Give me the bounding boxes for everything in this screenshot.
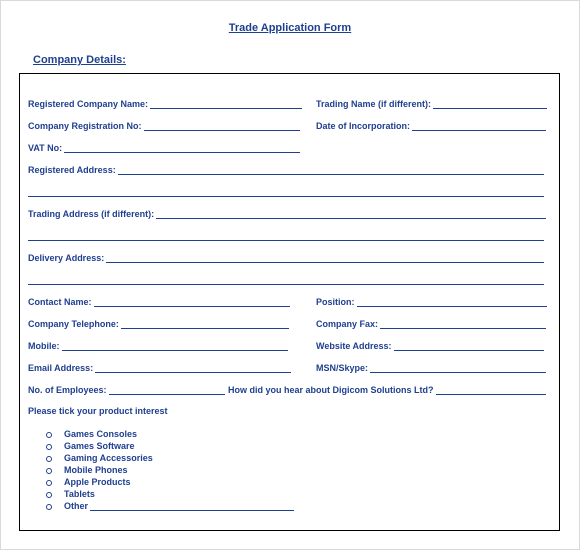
company-telephone-input-line[interactable] bbox=[121, 320, 289, 329]
section-heading-company-details: Company Details: bbox=[33, 54, 126, 66]
field-trading-address bbox=[28, 209, 546, 219]
field-email-address bbox=[28, 363, 291, 373]
product-item[interactable] bbox=[46, 501, 294, 511]
field-company-telephone bbox=[28, 319, 289, 329]
field-label: Date of Incorporation: bbox=[316, 121, 410, 131]
field-contact-name bbox=[28, 297, 290, 307]
field-trading-name bbox=[316, 99, 547, 109]
field-label: No. of Employees: bbox=[28, 385, 107, 395]
field-label: Registered Address: bbox=[28, 165, 116, 175]
date-of-incorporation-input-line[interactable] bbox=[412, 122, 546, 131]
contact-name-input-line[interactable] bbox=[94, 298, 290, 307]
company-registration-no-input-line[interactable] bbox=[144, 122, 300, 131]
field-label: Company Telephone: bbox=[28, 319, 119, 329]
field-label: Trading Name (if different): bbox=[316, 99, 432, 109]
bullet-circle-icon[interactable] bbox=[46, 480, 52, 486]
field-label: Trading Address (if different): bbox=[28, 209, 155, 219]
bullet-circle-icon[interactable] bbox=[46, 432, 52, 438]
product-item[interactable] bbox=[46, 453, 153, 463]
msn-skype-input-line[interactable] bbox=[370, 364, 546, 373]
field-label: Delivery Address: bbox=[28, 253, 105, 263]
product-item[interactable] bbox=[46, 441, 135, 451]
trading-address-line-2[interactable] bbox=[28, 240, 544, 241]
bullet-circle-icon[interactable] bbox=[46, 444, 52, 450]
field-position bbox=[316, 297, 547, 307]
field-how-heard bbox=[228, 385, 546, 395]
field-label: How did you hear about Digicom Solutions Ltd? bbox=[228, 385, 434, 395]
product-label: Mobile Phones bbox=[64, 465, 128, 475]
website-address-input-line[interactable] bbox=[394, 342, 544, 351]
delivery-address-line-2[interactable] bbox=[28, 284, 544, 285]
other-product-input-line[interactable] bbox=[90, 502, 294, 511]
field-label: Mobile: bbox=[28, 341, 60, 351]
field-label: Company Fax: bbox=[316, 319, 379, 329]
registered-address-line-2[interactable] bbox=[28, 196, 544, 197]
product-label: Apple Products bbox=[64, 477, 131, 487]
product-item[interactable] bbox=[46, 465, 128, 475]
field-mobile bbox=[28, 341, 288, 351]
field-label: Company Registration No: bbox=[28, 121, 142, 131]
field-label: MSN/Skype: bbox=[316, 363, 369, 373]
form-title: Trade Application Form bbox=[228, 22, 352, 34]
field-label: Position: bbox=[316, 297, 355, 307]
product-item[interactable] bbox=[46, 489, 95, 499]
product-item[interactable] bbox=[46, 477, 131, 487]
bullet-circle-icon[interactable] bbox=[46, 492, 52, 498]
product-label: Games Consoles bbox=[64, 429, 138, 439]
product-item[interactable] bbox=[46, 429, 137, 439]
field-label: Contact Name: bbox=[28, 297, 92, 307]
mobile-input-line[interactable] bbox=[62, 342, 288, 351]
trading-name-input-line[interactable] bbox=[433, 100, 547, 109]
company-fax-input-line[interactable] bbox=[380, 320, 546, 329]
field-label: VAT No: bbox=[28, 143, 63, 153]
field-label: Website Address: bbox=[316, 341, 392, 351]
trading-address-input-line[interactable] bbox=[156, 210, 546, 219]
registered-address-input-line[interactable] bbox=[118, 166, 544, 175]
field-no-of-employees bbox=[28, 385, 225, 395]
product-label: Other bbox=[64, 501, 89, 511]
field-website-address bbox=[316, 341, 544, 351]
product-interest-label: Please tick your product interest bbox=[28, 406, 168, 416]
product-label: Games Software bbox=[64, 441, 135, 451]
position-input-line[interactable] bbox=[357, 298, 547, 307]
how-heard-input-line[interactable] bbox=[436, 386, 546, 395]
field-label: Registered Company Name: bbox=[28, 99, 149, 109]
field-delivery-address bbox=[28, 253, 544, 263]
email-address-input-line[interactable] bbox=[95, 364, 291, 373]
vat-no-input-line[interactable] bbox=[64, 144, 300, 153]
bullet-circle-icon[interactable] bbox=[46, 456, 52, 462]
registered-company-name-input-line[interactable] bbox=[150, 100, 302, 109]
field-msn-skype bbox=[316, 363, 546, 373]
field-label: Email Address: bbox=[28, 363, 94, 373]
bullet-circle-icon[interactable] bbox=[46, 468, 52, 474]
field-registered-address bbox=[28, 165, 544, 175]
product-label: Gaming Accessories bbox=[64, 453, 153, 463]
field-company-fax bbox=[316, 319, 546, 329]
field-vat-no bbox=[28, 143, 300, 153]
product-label: Tablets bbox=[64, 489, 95, 499]
field-date-of-incorporation bbox=[316, 121, 546, 131]
delivery-address-input-line[interactable] bbox=[106, 254, 544, 263]
no-of-employees-input-line[interactable] bbox=[109, 386, 225, 395]
field-registered-company-name bbox=[28, 99, 302, 109]
bullet-circle-icon[interactable] bbox=[46, 504, 52, 510]
field-company-registration-no bbox=[28, 121, 300, 131]
